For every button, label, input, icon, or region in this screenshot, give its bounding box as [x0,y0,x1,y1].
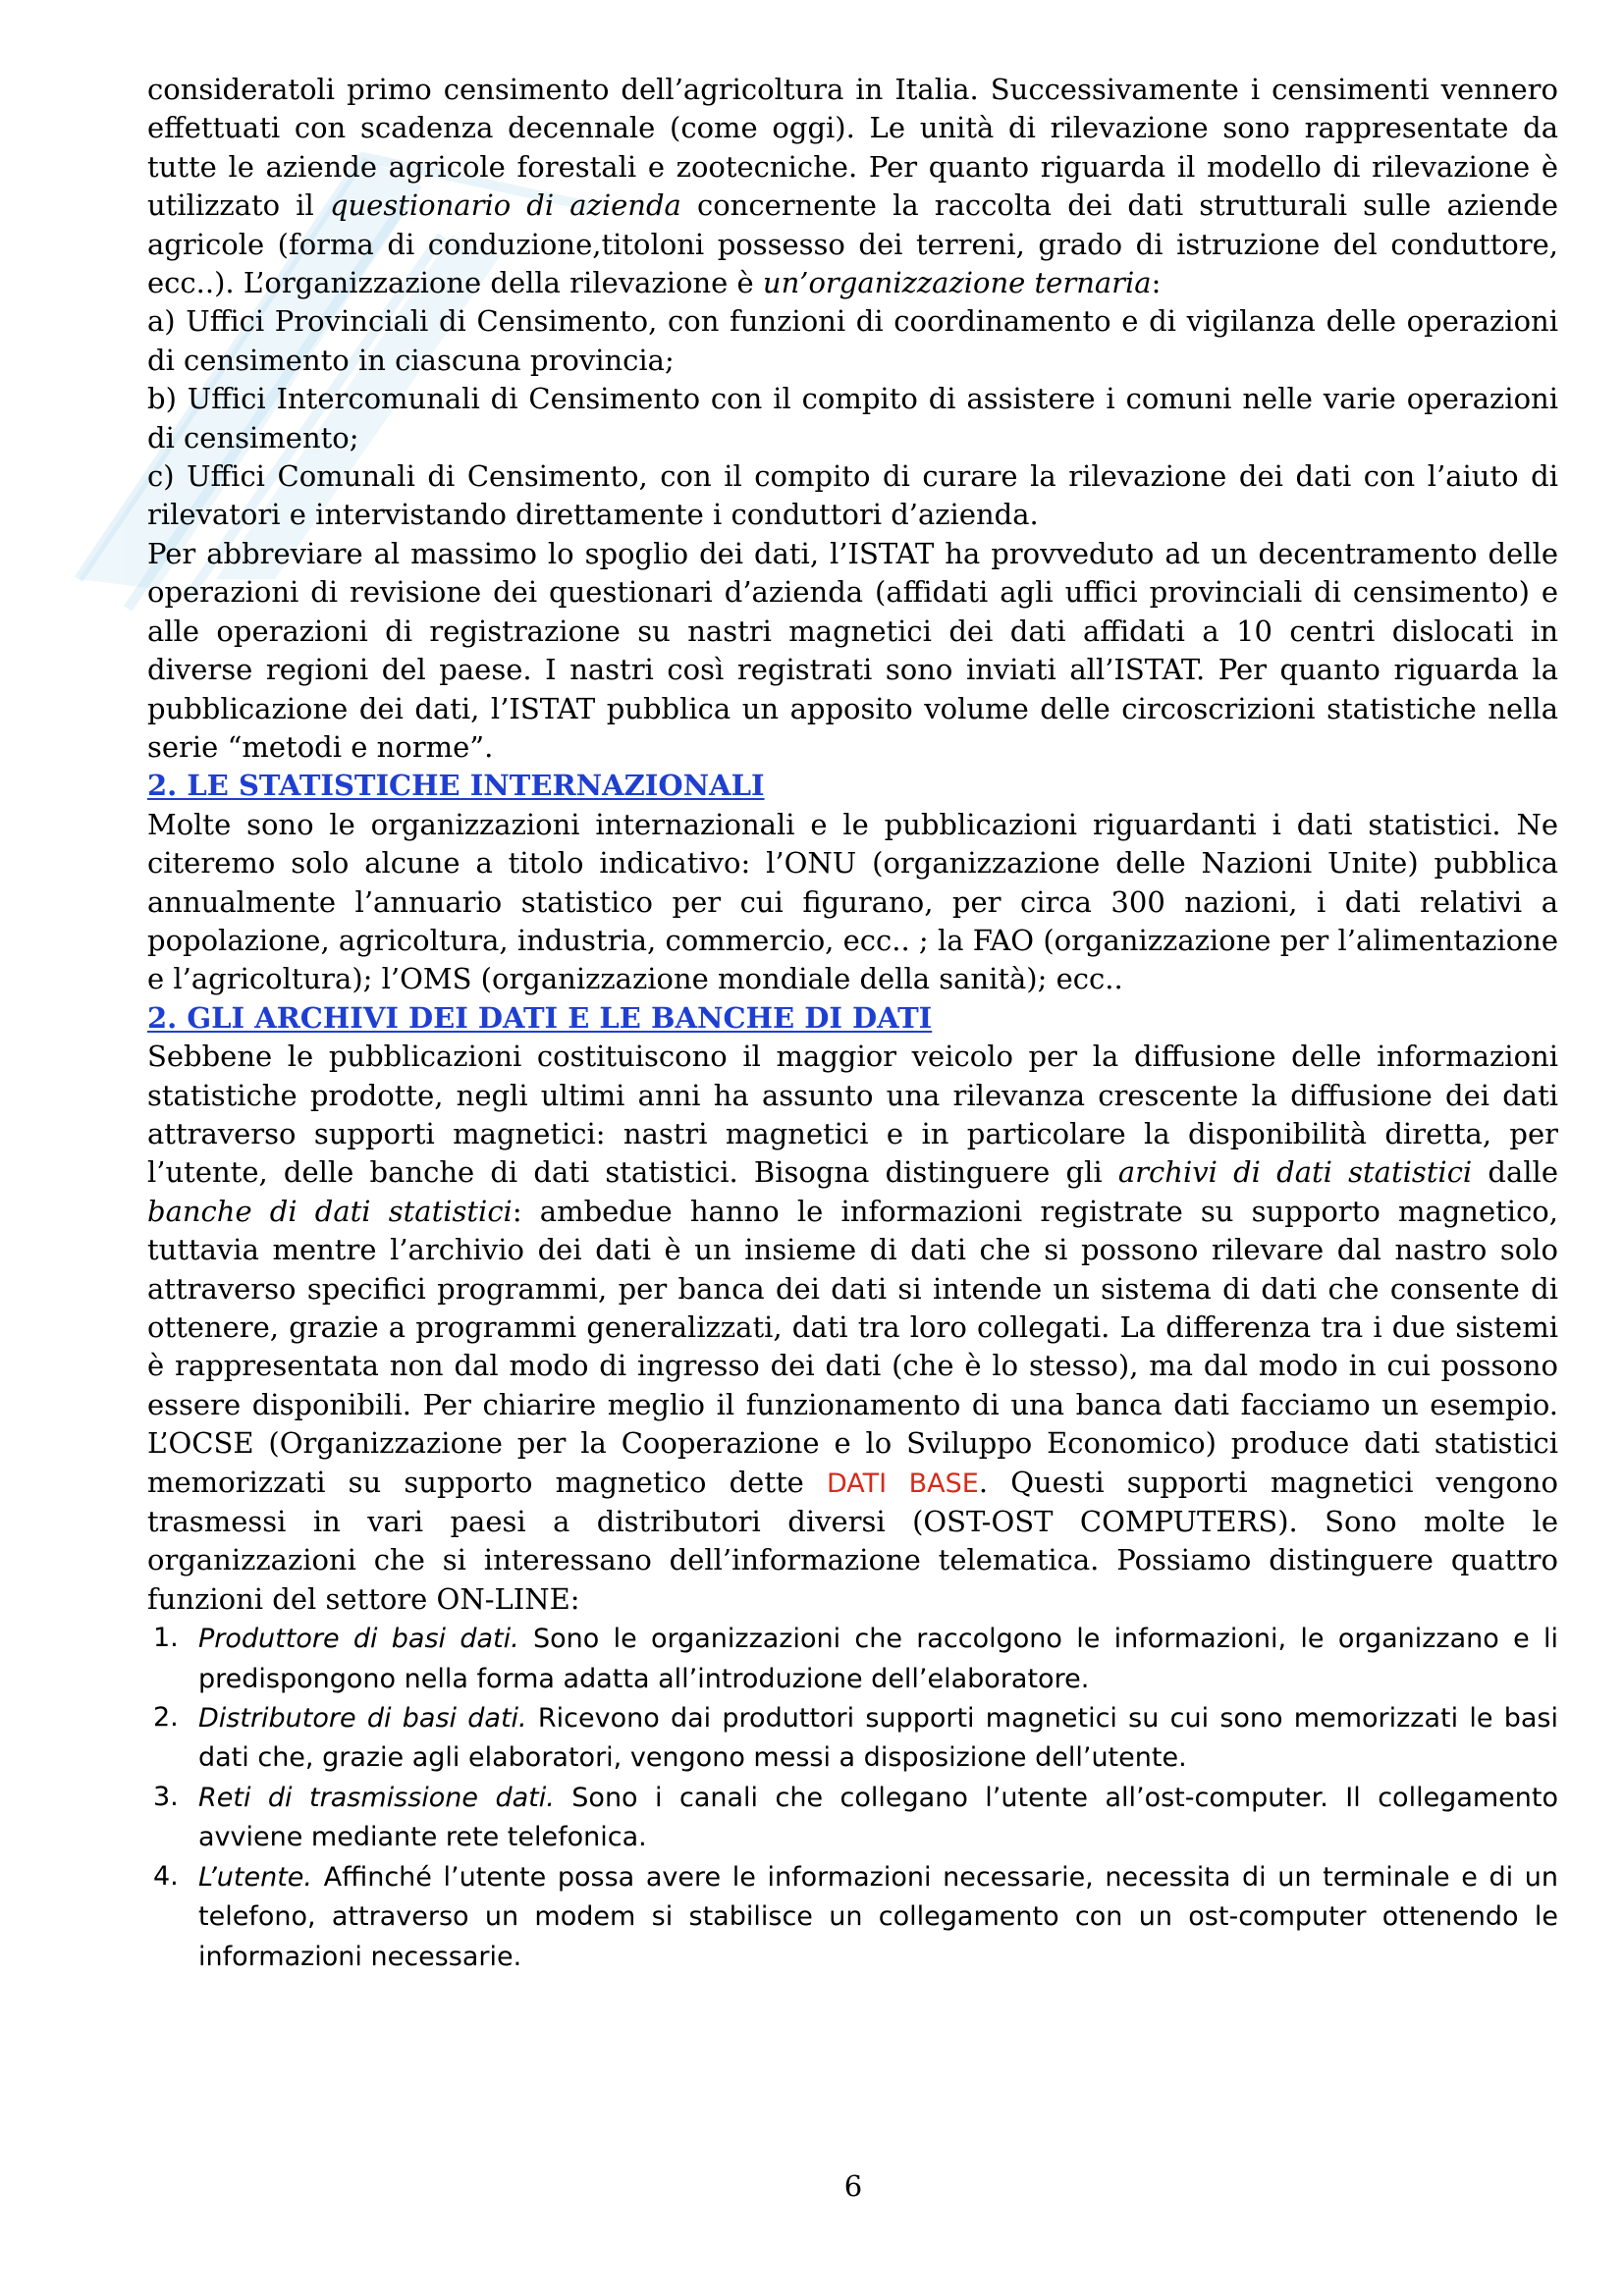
list-item-body: Ricevono dai produttori supporti magnetici su cui sono memorizzati le basi dati che, grazie agli elaboratori, vengono messi a disposizione dell’utente. [198,1703,1558,1774]
list-number: 4. [153,1860,179,1892]
section-heading-international: 2. LE STATISTICHE INTERNAZIONALI [147,769,765,803]
list-item [147,1698,1558,1778]
text-run: : ambedue hanno le informazioni registrate su supporto magnetico, tuttavia mentre l’archivio dei dati è un insieme di dati che si possono rilevare dal nastro solo attraverso specifici programmi, per banca dei dati si intende un sistema di dati che consente di ottenere, grazie a programmi generalizzati, dati tra loro collegati. La differenza tra i due sistemi è rappresentata non dal modo di ingresso dei dati (che è lo stesso), ma dal modo in cui possono essere disponibili. Per chiarire meglio il funzionamento di una banca dati facciamo un esempio. L’OCSE (Organizzazione per la Cooperazione e lo Sviluppo Economico) produce dati statistici memorizzati su supporto magnetico dette [147,1194,1558,1499]
text-run: . Questi supporti magnetici vengono trasmessi in vari paesi a distributori diversi (OST-OST COMPUTERS). Sono molte le organizzazioni che si interessano dell’informazione telematica. Possiamo distinguere quattro funzioni del settore ON-LINE: [147,1465,1559,1616]
emphasis-text: archivi di dati statistici [1117,1155,1473,1190]
text-run: dalle [1472,1155,1558,1190]
functions-list [147,1619,1558,1976]
list-item-title: Reti di trasmissione dati. [198,1782,555,1813]
text-run: : [1151,266,1162,300]
text-run: concernente la raccolta dei dati strutturali sulle aziende agricole (forma di conduzione,titoloni possesso dei terreni, grado di istruzione del conduttore, ecc..). L’organizzazione della rilevazione è [147,188,1558,300]
paragraph-archives [147,1038,1558,1619]
list-item-title: Produttore di basi dati. [198,1624,519,1655]
paragraph-istat: Per abbreviare al massimo lo spoglio dei dati, l’ISTAT ha provveduto ad un decentramento delle operazioni di revisione dei questionari d’azienda (affidati agli uffici provinciali di censimento) e alle operazioni di registrazione su nastri magnetici dei dati affidati a 10 centri dislocati in diverse regioni del paese. I nastri così registrati sono inviati all’ISTAT. Per quanto riguarda la pubblicazione dei dati, l’ISTAT pubblica un apposito volume delle circoscrizioni statistiche nella serie “metodi e norme”. [147,536,1558,764]
paragraph-item-c: c) Uffici Comunali di Censimento, con il compito di curare la rilevazione dei dati con l’aiuto di rilevatori e intervistando direttamente i conduttori d’azienda. [147,459,1558,532]
emphasis-text: questionario di azienda [329,188,681,223]
paragraph-international: Molte sono le organizzazioni internazionali e le pubblicazioni riguardanti i dati statistici. Ne citeremo solo alcune a titolo indicativo: l’ONU (organizzazione delle Nazioni Unite) pubblica annualmente l’annuario statistico per cui figurano, per circa 300 nazioni, i dati relativi a popolazione, agricoltura, industria, commercio, ecc.. ; la FAO (organizzazione per l’alimentazione e l’agricoltura); l’OMS (organizzazione mondiale della sanità); ecc.. [147,807,1558,996]
text-run: Sebbene le pubblicazioni costituiscono il maggior veicolo per la diffusione delle informazioni statistiche prodotte, negli ultimi anni ha assunto una rilevanza crescente la diffusione dei dati attraverso supporti magnetici: nastri magnetici e in particolare la disponibilità diretta, per l’utente, delle banche di dati statistici. Bisogna distinguere gli [147,1040,1558,1190]
text-run: consideratoli primo censimento dell’agricoltura in Italia. Successivamente i censimenti vennero effettuati con scadenza decennale (come oggi). Le unità di rilevazione sono rappresentate da tutte le aziende agricole forestali e zootecniche. Per quanto riguarda il modello di rilevazione è utilizzato il [147,73,1558,223]
list-item-title: Distributore di basi dati. [198,1703,527,1735]
emphasis-text: banche di dati statistici [147,1194,513,1228]
list-number: 1. [153,1623,179,1654]
list-item-body: Affinché l’utente possa avere le informazioni necessarie, necessita di un terminale e di un telefono, attraverso un modem si stabilisce un collegamento con un ost-computer ottenendo le informazioni necessarie. [198,1861,1558,1972]
list-item-body: Sono i canali che collegano l’utente all’ost-computer. Il collegamento avviene mediante rete telefonica. [198,1782,1558,1853]
list-item-body: Sono le organizzazioni che raccolgono le informazioni, le organizzano e li predispongono nella forma adatta all’introduzione dell’elaboratore. [198,1624,1558,1694]
page-number: 6 [843,2169,863,2203]
list-number: 3. [153,1781,179,1812]
list-number: 2. [153,1702,179,1734]
section-heading-archives: 2. GLI ARCHIVI DEI DATI E LE BANCHE DI DATI [147,1000,933,1035]
list-item-title: L’utente. [198,1861,312,1893]
list-item [147,1857,1558,1976]
emphasis-text: un’organizzazione ternaria [762,266,1152,300]
paragraph-item-b: b) Uffici Intercomunali di Censimento con il compito di assistere i comuni nelle varie operazioni di censimento; [147,382,1558,454]
paragraph-item-a: a) Uffici Provinciali di Censimento, con funzioni di coordinamento e di vigilanza delle operazioni di censimento in ciascuna provincia; [147,304,1558,377]
list-item [147,1778,1558,1857]
document-body [147,71,1558,1976]
highlight-text: DATI BASE [826,1468,979,1499]
paragraph-census [147,71,1558,302]
list-item [147,1619,1558,1698]
